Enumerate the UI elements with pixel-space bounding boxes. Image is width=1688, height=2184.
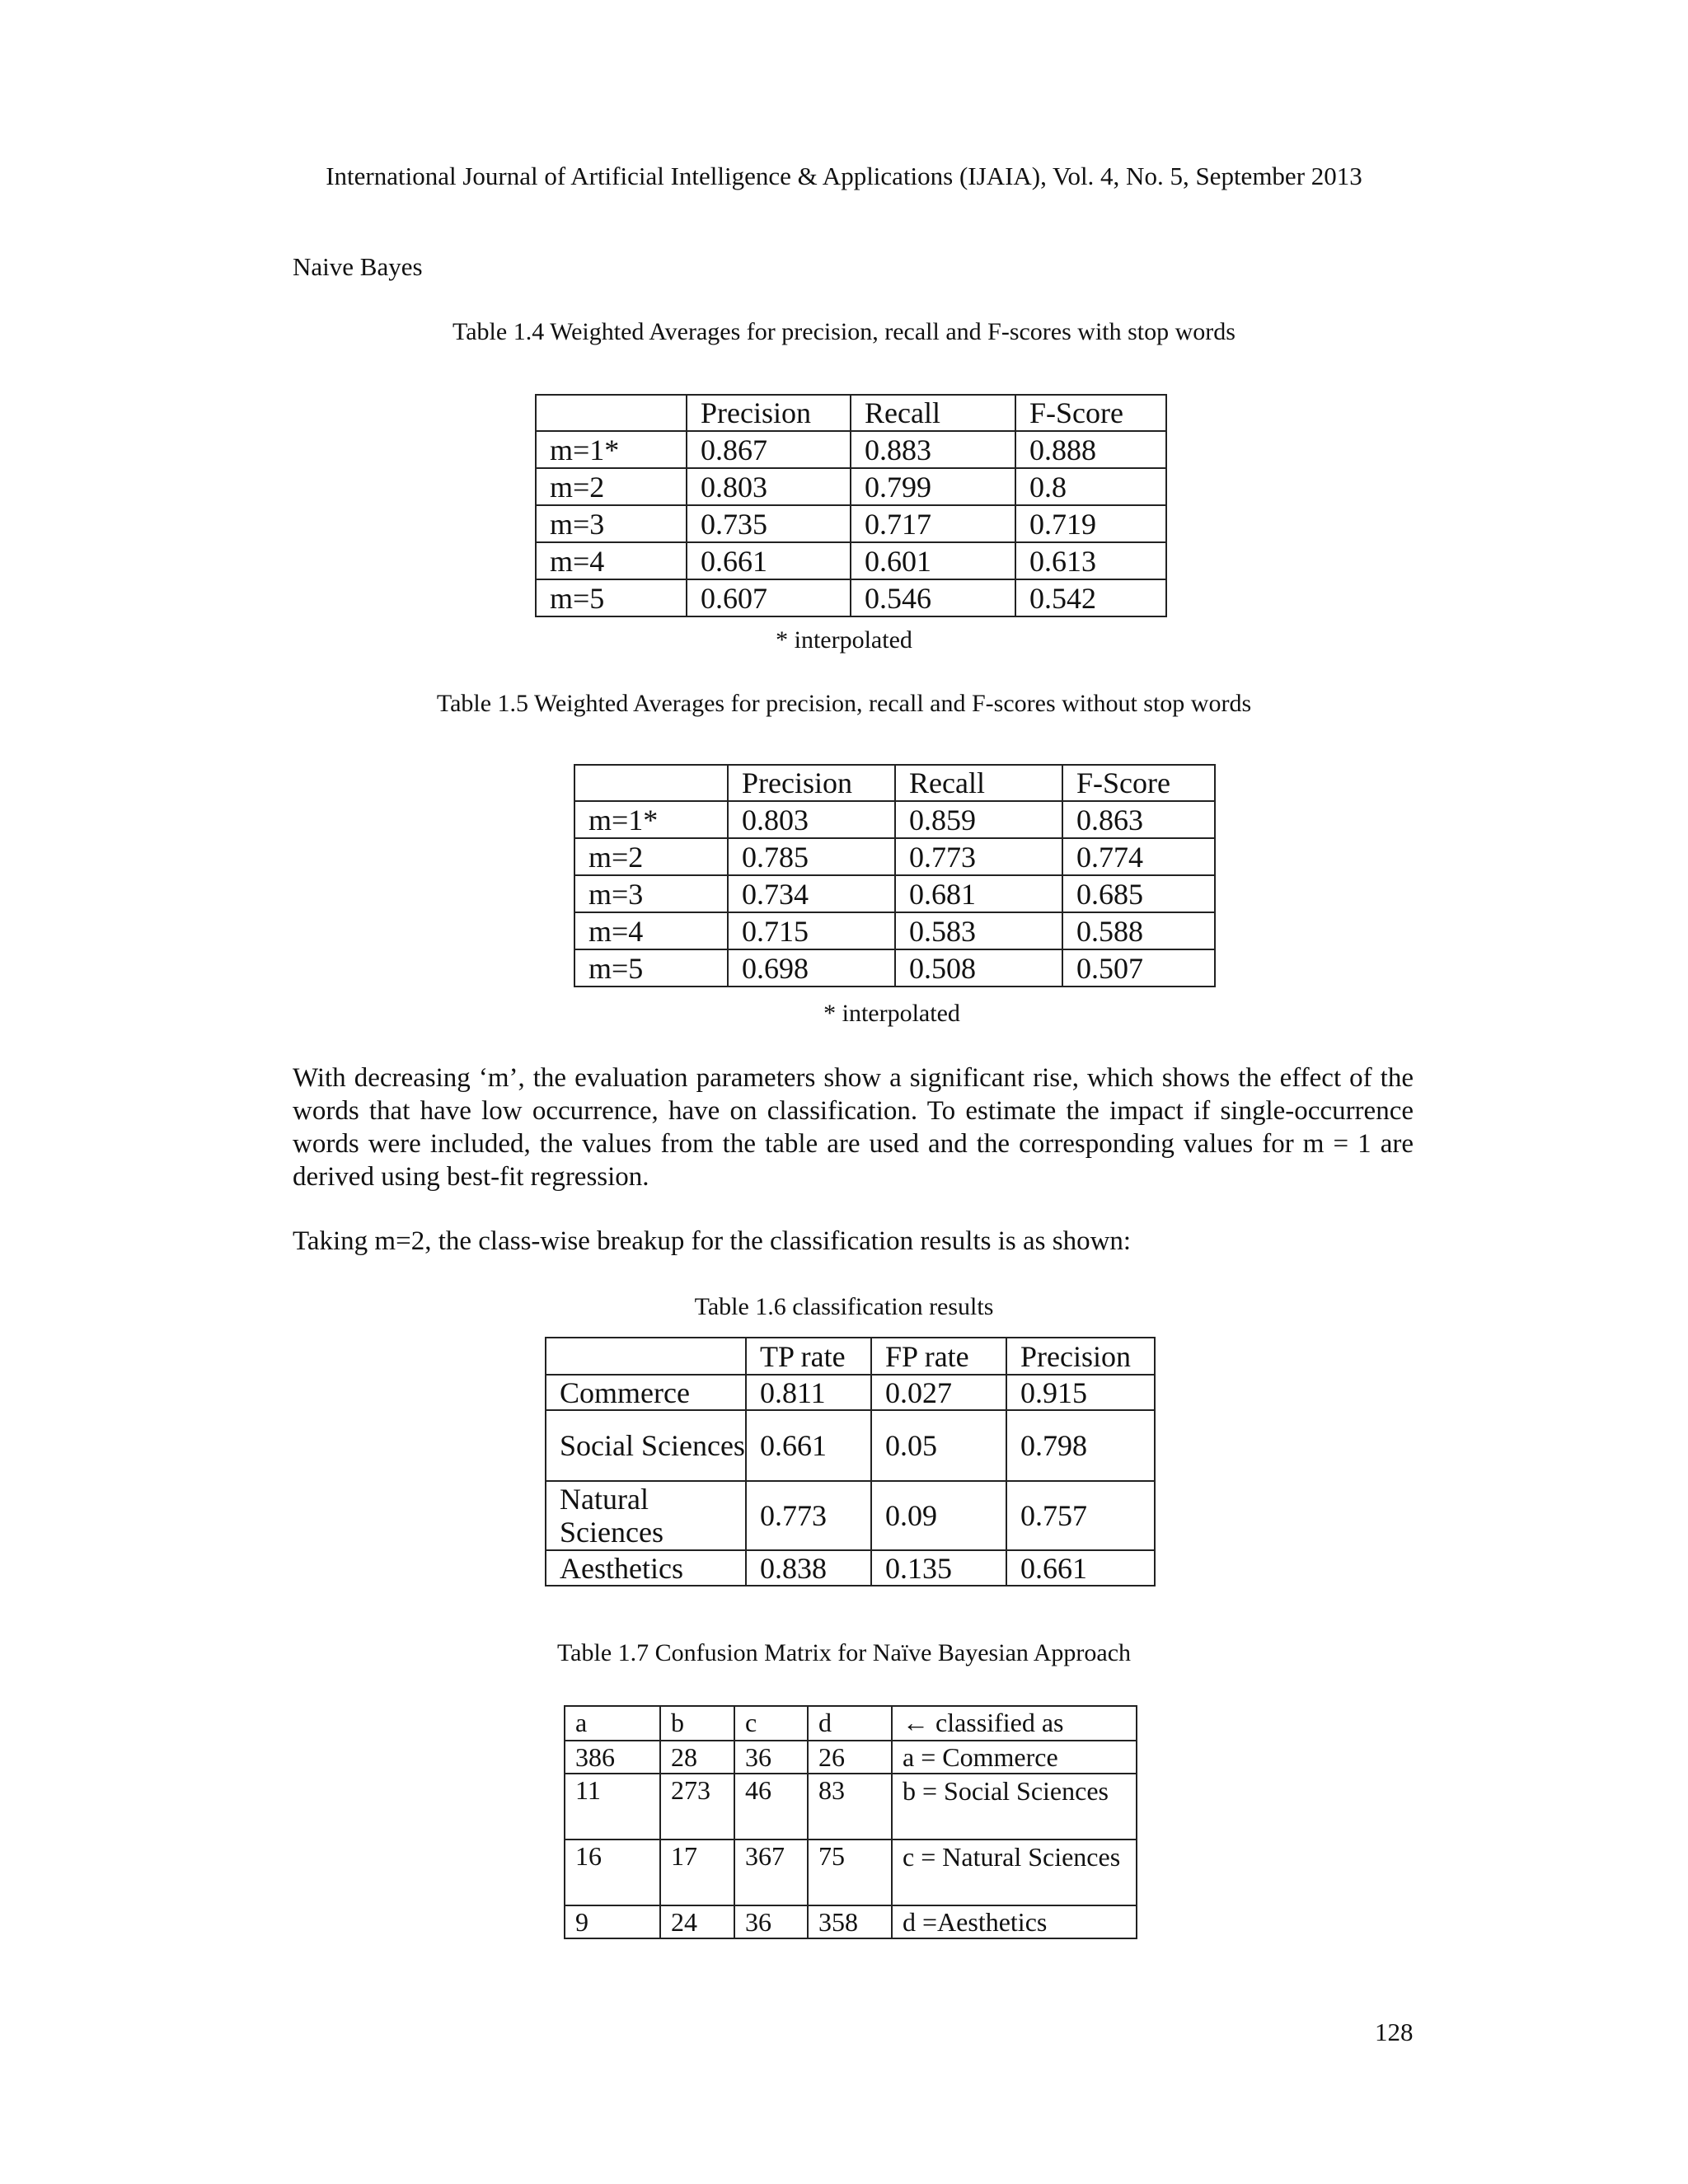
cell: 0.785 <box>728 838 895 875</box>
row-label: Social Sciences <box>546 1410 746 1481</box>
row-label: m=3 <box>536 505 687 542</box>
cell: 0.798 <box>1006 1410 1155 1481</box>
cell: 0.05 <box>871 1410 1006 1481</box>
row-label: m=3 <box>574 875 728 912</box>
header-cell: F-Score <box>1015 395 1166 431</box>
cell: 0.735 <box>687 505 851 542</box>
section-title: Naive Bayes <box>293 252 423 281</box>
cell: 0.135 <box>871 1550 1006 1586</box>
row-label: Aesthetics <box>546 1550 746 1586</box>
header-cell <box>574 765 728 801</box>
cell: 0.661 <box>746 1410 871 1481</box>
cell: 17 <box>660 1840 734 1905</box>
cell: 0.507 <box>1062 949 1215 987</box>
table-row <box>565 1774 1137 1840</box>
row-label: m=1* <box>536 431 687 468</box>
cell: 0.661 <box>687 542 851 579</box>
row-label: b = Social Sciences <box>892 1774 1137 1840</box>
header-cell <box>536 395 687 431</box>
table-row <box>574 801 1215 838</box>
cell: 75 <box>808 1840 892 1905</box>
row-label: Commerce <box>546 1375 746 1410</box>
row-label: m=2 <box>574 838 728 875</box>
cell: 0.601 <box>851 542 1015 579</box>
cell: 0.799 <box>851 468 1015 505</box>
table-1-4-note: * interpolated <box>776 626 912 654</box>
cell: 0.681 <box>895 875 1062 912</box>
table-row <box>546 1481 1155 1550</box>
row-label: c = Natural Sciences <box>892 1840 1137 1905</box>
header-cell: Recall <box>895 765 1062 801</box>
table-row <box>536 468 1166 505</box>
cell: 0.757 <box>1006 1481 1155 1550</box>
table-row <box>565 1741 1137 1774</box>
table-row <box>536 431 1166 468</box>
table-1-6-caption: Table 1.6 classification results <box>694 1293 994 1320</box>
body-paragraph: With decreasing ‘m’, the evaluation parameters show a significant rise, which shows the effect of the words that have low occurrence, have on classification. To estimate the impact if single-occurrence words were included, the values from the table are used and the corresponding values for m = 1 are derived using best-fit regression. <box>293 1063 1414 1192</box>
row-label: m=4 <box>536 542 687 579</box>
cell: 386 <box>565 1741 660 1774</box>
table-row <box>546 1410 1155 1481</box>
table-row <box>574 875 1215 912</box>
cell: 16 <box>565 1840 660 1905</box>
cell: 0.717 <box>851 505 1015 542</box>
header-cell: Precision <box>687 395 851 431</box>
header-cell: ← classified as <box>892 1706 1137 1741</box>
cell: 0.661 <box>1006 1550 1155 1586</box>
table-header-row <box>574 765 1215 801</box>
cell: 273 <box>660 1774 734 1840</box>
table-row <box>546 1375 1155 1410</box>
table-row <box>546 1550 1155 1586</box>
cell: 28 <box>660 1741 734 1774</box>
cell: 0.607 <box>687 579 851 616</box>
cell: 0.719 <box>1015 505 1166 542</box>
table-header-row <box>546 1338 1155 1375</box>
cell: 11 <box>565 1774 660 1840</box>
row-label: a = Commerce <box>892 1741 1137 1774</box>
table-row <box>565 1905 1137 1938</box>
cell: 46 <box>734 1774 808 1840</box>
table-row <box>565 1840 1137 1905</box>
cell: 0.803 <box>687 468 851 505</box>
cell: 0.546 <box>851 579 1015 616</box>
header-cell: F-Score <box>1062 765 1215 801</box>
cell: 0.888 <box>1015 431 1166 468</box>
table-1-7-confusion-matrix <box>564 1705 1137 1939</box>
row-label: d =Aesthetics <box>892 1905 1137 1938</box>
cell: 83 <box>808 1774 892 1840</box>
cell: 0.773 <box>895 838 1062 875</box>
cell: 0.774 <box>1062 838 1215 875</box>
cell: 0.8 <box>1015 468 1166 505</box>
table-row <box>574 912 1215 949</box>
table-row <box>574 949 1215 987</box>
cell: 0.542 <box>1015 579 1166 616</box>
cell: 24 <box>660 1905 734 1938</box>
table-1-5-note: * interpolated <box>823 1000 960 1027</box>
cell: 0.811 <box>746 1375 871 1410</box>
table-row <box>536 505 1166 542</box>
row-label: m=5 <box>536 579 687 616</box>
cell: 0.883 <box>851 431 1015 468</box>
cell: 0.583 <box>895 912 1062 949</box>
table-1-5 <box>574 764 1216 987</box>
header-cell: a <box>565 1706 660 1741</box>
table-row <box>574 838 1215 875</box>
row-label: m=4 <box>574 912 728 949</box>
cell: 367 <box>734 1840 808 1905</box>
header-cell: b <box>660 1706 734 1741</box>
cell: 0.867 <box>687 431 851 468</box>
table-1-4-caption: Table 1.4 Weighted Averages for precision, recall and F-scores with stop words <box>452 318 1236 345</box>
header-cell: Precision <box>1006 1338 1155 1375</box>
cell: 0.803 <box>728 801 895 838</box>
cell: 0.734 <box>728 875 895 912</box>
header-cell: FP rate <box>871 1338 1006 1375</box>
table-row <box>536 542 1166 579</box>
cell: 0.915 <box>1006 1375 1155 1410</box>
cell: 0.613 <box>1015 542 1166 579</box>
table-1-7-caption: Table 1.7 Confusion Matrix for Naïve Bayesian Approach <box>556 1639 1132 1666</box>
cell: 0.863 <box>1062 801 1215 838</box>
header-cell: Precision <box>728 765 895 801</box>
cell: 0.09 <box>871 1481 1006 1550</box>
cell: 26 <box>808 1741 892 1774</box>
cell: 0.773 <box>746 1481 871 1550</box>
row-label: m=1* <box>574 801 728 838</box>
cell: 0.838 <box>746 1550 871 1586</box>
row-label: m=2 <box>536 468 687 505</box>
body-paragraph: Taking m=2, the class-wise breakup for the classification results is as shown: <box>293 1226 1132 1256</box>
table-1-6 <box>545 1337 1156 1586</box>
table-header-row <box>565 1706 1137 1741</box>
cell: 9 <box>565 1905 660 1938</box>
header-cell: c <box>734 1706 808 1741</box>
table-1-4 <box>535 394 1167 617</box>
cell: 0.685 <box>1062 875 1215 912</box>
cell: 0.698 <box>728 949 895 987</box>
cell: 36 <box>734 1741 808 1774</box>
header-cell: TP rate <box>746 1338 871 1375</box>
cell: 0.508 <box>895 949 1062 987</box>
row-label: m=5 <box>574 949 728 987</box>
cell: 0.027 <box>871 1375 1006 1410</box>
journal-header: International Journal of Artificial Intelligence & Applications (IJAIA), Vol. 4, No. 5, September 2013 <box>326 162 1362 190</box>
table-row <box>536 579 1166 616</box>
header-cell: d <box>808 1706 892 1741</box>
table-header-row <box>536 395 1166 431</box>
header-cell <box>546 1338 746 1375</box>
cell: 36 <box>734 1905 808 1938</box>
row-label: Natural Sciences <box>546 1481 746 1550</box>
cell: 0.859 <box>895 801 1062 838</box>
cell: 0.715 <box>728 912 895 949</box>
header-cell: Recall <box>851 395 1015 431</box>
cell: 358 <box>808 1905 892 1938</box>
cell: 0.588 <box>1062 912 1215 949</box>
page-number: 128 <box>1375 2018 1414 2046</box>
table-1-5-caption: Table 1.5 Weighted Averages for precision, recall and F-scores without stop words <box>436 690 1252 717</box>
